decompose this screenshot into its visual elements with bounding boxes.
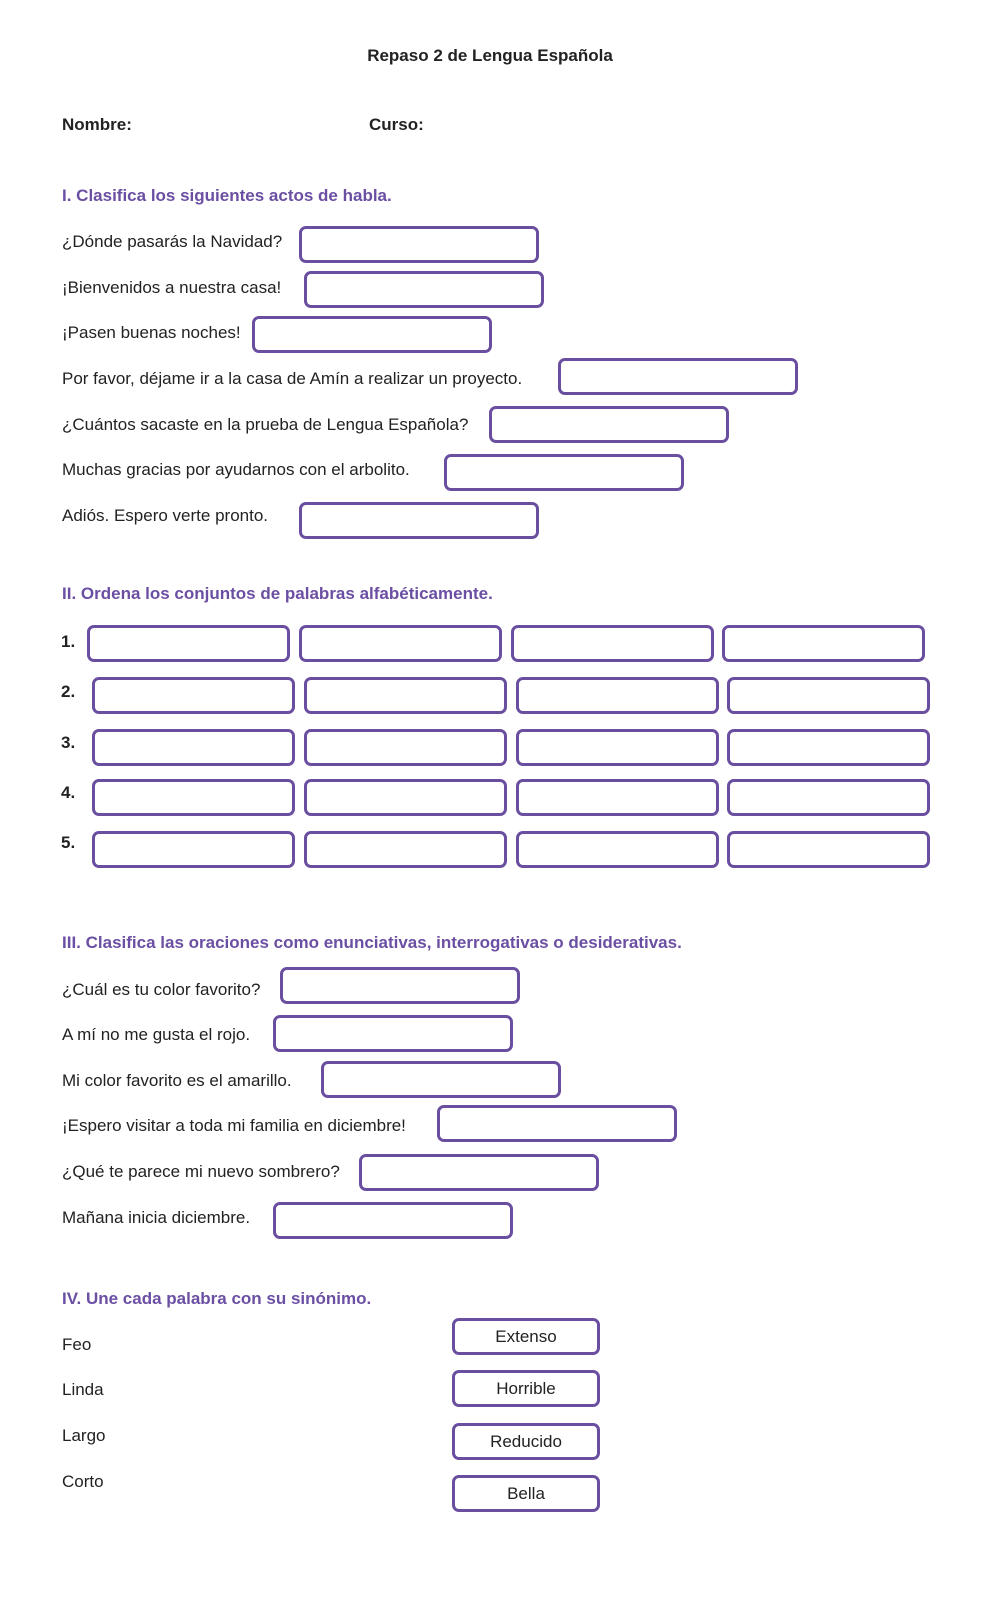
sentence-type-sentence-5: ¿Qué te parece mi nuevo sombrero? [62, 1162, 340, 1181]
curso-label: Curso: [369, 115, 424, 134]
synonym-option-3-label: Reducido [490, 1431, 562, 1451]
order-row-number-3: 3. [61, 733, 76, 752]
speech-act-sentence-7: Adiós. Espero verte pronto. [62, 506, 269, 525]
synonym-option-4[interactable] [452, 1475, 600, 1512]
sentence-type-sentence-4: ¡Espero visitar a toda mi familia en diciembre! [62, 1116, 406, 1135]
order-row-4-box-3[interactable] [516, 779, 719, 816]
speech-act-answer-box-1[interactable] [299, 226, 539, 263]
speech-act-sentence-6: Muchas gracias por ayudarnos con el arbolito. [62, 460, 410, 479]
order-row-3-box-1[interactable] [92, 729, 295, 766]
speech-act-sentence-4: Por favor, déjame ir a la casa de Amín a realizar un proyecto. [62, 369, 523, 388]
speech-act-answer-box-5[interactable] [489, 406, 729, 443]
sentence-type-sentence-1: ¿Cuál es tu color favorito? [62, 980, 261, 999]
sentence-type-sentence-6: Mañana inicia diciembre. [62, 1208, 251, 1227]
speech-act-sentence-3: ¡Pasen buenas noches! [62, 323, 241, 342]
section-4-heading: IV. Une cada palabra con su sinónimo. [62, 1289, 372, 1308]
order-row-2-box-3[interactable] [516, 677, 719, 714]
section-3-heading: III. Clasifica las oraciones como enunciativas, interrogativas o desiderativas. [62, 933, 682, 952]
nombre-label: Nombre: [62, 115, 132, 134]
synonym-option-1-label: Extenso [495, 1326, 557, 1346]
sentence-type-sentence-3: Mi color favorito es el amarillo. [62, 1071, 292, 1090]
order-row-2-box-1[interactable] [92, 677, 295, 714]
speech-act-sentence-5: ¿Cuántos sacaste en la prueba de Lengua Española? [62, 415, 469, 434]
order-row-4-box-4[interactable] [727, 779, 930, 816]
order-row-3-box-4[interactable] [727, 729, 930, 766]
order-row-3-box-3[interactable] [516, 729, 719, 766]
sentence-type-sentence-2: A mí no me gusta el rojo. [62, 1025, 251, 1044]
order-row-5-box-4[interactable] [727, 831, 930, 868]
synonym-option-2[interactable] [452, 1370, 600, 1407]
order-row-2-box-4[interactable] [727, 677, 930, 714]
order-row-5-box-1[interactable] [92, 831, 295, 868]
order-row-number-2: 2. [61, 682, 76, 701]
order-row-3-box-2[interactable] [304, 729, 507, 766]
sentence-type-answer-box-1[interactable] [280, 967, 520, 1004]
synonym-option-1[interactable] [452, 1318, 600, 1355]
order-row-1-box-4[interactable] [722, 625, 925, 662]
order-row-2-box-2[interactable] [304, 677, 507, 714]
order-row-4-box-2[interactable] [304, 779, 507, 816]
order-row-1-box-1[interactable] [87, 625, 290, 662]
speech-act-sentence-2: ¡Bienvenidos a nuestra casa! [62, 278, 282, 297]
order-row-1-box-2[interactable] [299, 625, 502, 662]
section-1-heading: I. Clasifica los siguientes actos de habla. [62, 186, 392, 205]
synonym-word-1: Feo [62, 1335, 92, 1354]
sentence-type-answer-box-4[interactable] [437, 1105, 677, 1142]
order-row-number-1: 1. [61, 632, 76, 651]
sentence-type-answer-box-6[interactable] [273, 1202, 513, 1239]
order-row-5-box-3[interactable] [516, 831, 719, 868]
speech-act-answer-box-3[interactable] [252, 316, 492, 353]
order-row-number-4: 4. [61, 783, 76, 802]
synonym-word-4: Corto [62, 1472, 104, 1491]
sentence-type-answer-box-2[interactable] [273, 1015, 513, 1052]
speech-act-sentence-1: ¿Dónde pasarás la Navidad? [62, 232, 283, 251]
synonym-word-2: Linda [62, 1380, 104, 1399]
order-row-1-box-3[interactable] [511, 625, 714, 662]
synonym-word-3: Largo [62, 1426, 106, 1445]
speech-act-answer-box-2[interactable] [304, 271, 544, 308]
synonym-option-3[interactable] [452, 1423, 600, 1460]
section-2-heading: II. Ordena los conjuntos de palabras alfabéticamente. [62, 584, 493, 603]
sentence-type-answer-box-3[interactable] [321, 1061, 561, 1098]
sentence-type-answer-box-5[interactable] [359, 1154, 599, 1191]
order-row-5-box-2[interactable] [304, 831, 507, 868]
order-row-number-5: 5. [61, 833, 76, 852]
speech-act-answer-box-6[interactable] [444, 454, 684, 491]
speech-act-answer-box-7[interactable] [299, 502, 539, 539]
synonym-option-2-label: Horrible [496, 1378, 556, 1398]
speech-act-answer-box-4[interactable] [558, 358, 798, 395]
page-title: Repaso 2 de Lengua Española [367, 46, 613, 65]
order-row-4-box-1[interactable] [92, 779, 295, 816]
synonym-option-4-label: Bella [507, 1483, 545, 1503]
